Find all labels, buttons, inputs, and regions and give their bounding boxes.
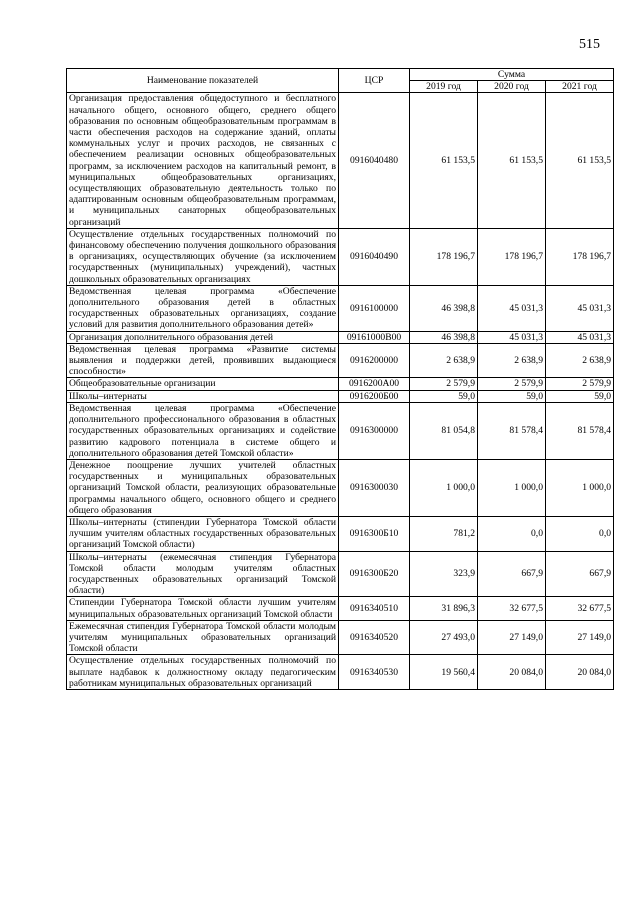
row-csr: 0916200А00 xyxy=(339,378,410,390)
table-row xyxy=(67,516,614,551)
row-name: Осуществление отдельных государственных полномочий по финансовому обеспечению получения дошкольного образования в организациях, осуществляющих обучение (за исключением государственных (муниципальных) учреждений), частных дошкольных образовательных организациях xyxy=(67,228,339,285)
row-2021: 81 578,4 xyxy=(546,402,614,459)
row-2021: 45 031,3 xyxy=(546,331,614,343)
table-row xyxy=(67,228,614,285)
row-2020: 27 149,0 xyxy=(478,620,546,655)
row-2019: 46 398,8 xyxy=(410,331,478,343)
row-csr: 0916040490 xyxy=(339,228,410,285)
row-csr: 09161000В00 xyxy=(339,331,410,343)
header-year-2020: 2020 год xyxy=(478,81,546,93)
header-year-2021: 2021 год xyxy=(546,81,614,93)
row-name: Организация дополнительного образования детей xyxy=(67,331,339,343)
row-2020: 1 000,0 xyxy=(478,459,546,516)
table-row xyxy=(67,378,614,390)
table-header xyxy=(67,69,614,93)
row-name: Ведомственная целевая программа «Обеспечение дополнительного профессионального образования в областных государственных образовательных организациях и содействие развитию кадрового потенциала в системе общего и дополнительного образования детей Томской области» xyxy=(67,402,339,459)
row-2019: 27 493,0 xyxy=(410,620,478,655)
row-2020: 2 579,9 xyxy=(478,378,546,390)
row-2019: 46 398,8 xyxy=(410,285,478,331)
row-2021: 45 031,3 xyxy=(546,285,614,331)
row-2020: 61 153,5 xyxy=(478,93,546,228)
row-2021: 2 638,9 xyxy=(546,343,614,378)
row-name: Ежемесячная стипендия Губернатора Томской области молодым учителям муниципальных образовательных организаций Томской области xyxy=(67,620,339,655)
row-2021: 27 149,0 xyxy=(546,620,614,655)
row-csr: 0916340530 xyxy=(339,655,410,690)
row-csr: 0916100000 xyxy=(339,285,410,331)
table-row xyxy=(67,655,614,690)
row-2019: 178 196,7 xyxy=(410,228,478,285)
row-csr: 0916340520 xyxy=(339,620,410,655)
row-2021: 61 153,5 xyxy=(546,93,614,228)
table-row xyxy=(67,285,614,331)
row-name: Денежное поощрение лучших учителей областных государственных и муниципальных образовательных организаций Томской области, реализующих образовательные программы начального общего, основного общего и среднего общего образования xyxy=(67,459,339,516)
row-name: Организация предоставления общедоступного и бесплатного начального общего, основного общего, среднего общего образования по основным общеобразовательным программам в части обеспечения расходов на содержание зданий, оплаты коммунальных услуг и прочих расходов, не связанных с обеспечением реализации основных общеобразовательных программ, за исключением расходов на капитальный ремонт, в муниципальных общеобразовательных организациях, осуществляющих образовательную деятельность только по адаптированным основным общеобразовательным программам, и муниципальных санаторных общеобразовательных организаций xyxy=(67,93,339,228)
row-2020: 178 196,7 xyxy=(478,228,546,285)
row-2019: 81 054,8 xyxy=(410,402,478,459)
row-2019: 19 560,4 xyxy=(410,655,478,690)
row-csr: 0916300Б10 xyxy=(339,516,410,551)
table-row xyxy=(67,620,614,655)
row-2019: 2 579,9 xyxy=(410,378,478,390)
header-sum: Сумма xyxy=(410,69,614,81)
row-name: Стипендии Губернатора Томской области лучшим учителям муниципальных образовательных организаций Томской области xyxy=(67,597,339,620)
row-2020: 45 031,3 xyxy=(478,285,546,331)
row-2020: 45 031,3 xyxy=(478,331,546,343)
row-2021: 32 677,5 xyxy=(546,597,614,620)
header-name: Наименование показателей xyxy=(67,69,339,93)
header-year-2019: 2019 год xyxy=(410,81,478,93)
row-2019: 323,9 xyxy=(410,551,478,597)
row-csr: 0916300000 xyxy=(339,402,410,459)
row-2019: 61 153,5 xyxy=(410,93,478,228)
row-csr: 0916040480 xyxy=(339,93,410,228)
row-csr: 0916200Б00 xyxy=(339,390,410,402)
row-2021: 667,9 xyxy=(546,551,614,597)
row-2021: 2 579,9 xyxy=(546,378,614,390)
row-2020: 20 084,0 xyxy=(478,655,546,690)
row-2020: 59,0 xyxy=(478,390,546,402)
row-csr: 0916300030 xyxy=(339,459,410,516)
row-2021: 20 084,0 xyxy=(546,655,614,690)
row-2020: 0,0 xyxy=(478,516,546,551)
row-name: Общеобразовательные организации xyxy=(67,378,339,390)
row-2019: 1 000,0 xyxy=(410,459,478,516)
row-name: Школы–интернаты (ежемесячная стипендия Губернатора Томской области молодым учителям областных государственных образовательных организаций Томской области) xyxy=(67,551,339,597)
row-2021: 178 196,7 xyxy=(546,228,614,285)
table-row xyxy=(67,459,614,516)
row-2021: 59,0 xyxy=(546,390,614,402)
row-2019: 781,2 xyxy=(410,516,478,551)
row-2020: 81 578,4 xyxy=(478,402,546,459)
row-2019: 59,0 xyxy=(410,390,478,402)
row-2020: 32 677,5 xyxy=(478,597,546,620)
row-name: Школы–интернаты xyxy=(67,390,339,402)
page-number: 515 xyxy=(579,37,600,52)
row-name: Школы–интернаты (стипендии Губернатора Томской области лучшим учителям областных государственных образовательных организаций Томской области) xyxy=(67,516,339,551)
row-2019: 31 896,3 xyxy=(410,597,478,620)
table-row xyxy=(67,93,614,228)
row-name: Ведомственная целевая программа «Развитие системы выявления и поддержки детей, проявивших выдающиеся способности» xyxy=(67,343,339,378)
table-row xyxy=(67,402,614,459)
row-csr: 0916340510 xyxy=(339,597,410,620)
table-row xyxy=(67,331,614,343)
row-csr: 0916200000 xyxy=(339,343,410,378)
table-body xyxy=(67,93,614,690)
table-row xyxy=(67,551,614,597)
row-name: Осуществление отдельных государственных полномочий по выплате надбавок к должностному окладу педагогическим работникам муниципальных образовательных организаций xyxy=(67,655,339,690)
header-csr: ЦСР xyxy=(339,69,410,93)
row-name: Ведомственная целевая программа «Обеспечение дополнительного образования детей в областных государственных образовательных организациях, создание условий для развития дополнительного образования детей» xyxy=(67,285,339,331)
row-2019: 2 638,9 xyxy=(410,343,478,378)
row-2020: 667,9 xyxy=(478,551,546,597)
table-row xyxy=(67,390,614,402)
row-csr: 0916300Б20 xyxy=(339,551,410,597)
table-row xyxy=(67,597,614,620)
table-row xyxy=(67,343,614,378)
row-2021: 1 000,0 xyxy=(546,459,614,516)
budget-table xyxy=(66,68,614,690)
row-2020: 2 638,9 xyxy=(478,343,546,378)
row-2021: 0,0 xyxy=(546,516,614,551)
